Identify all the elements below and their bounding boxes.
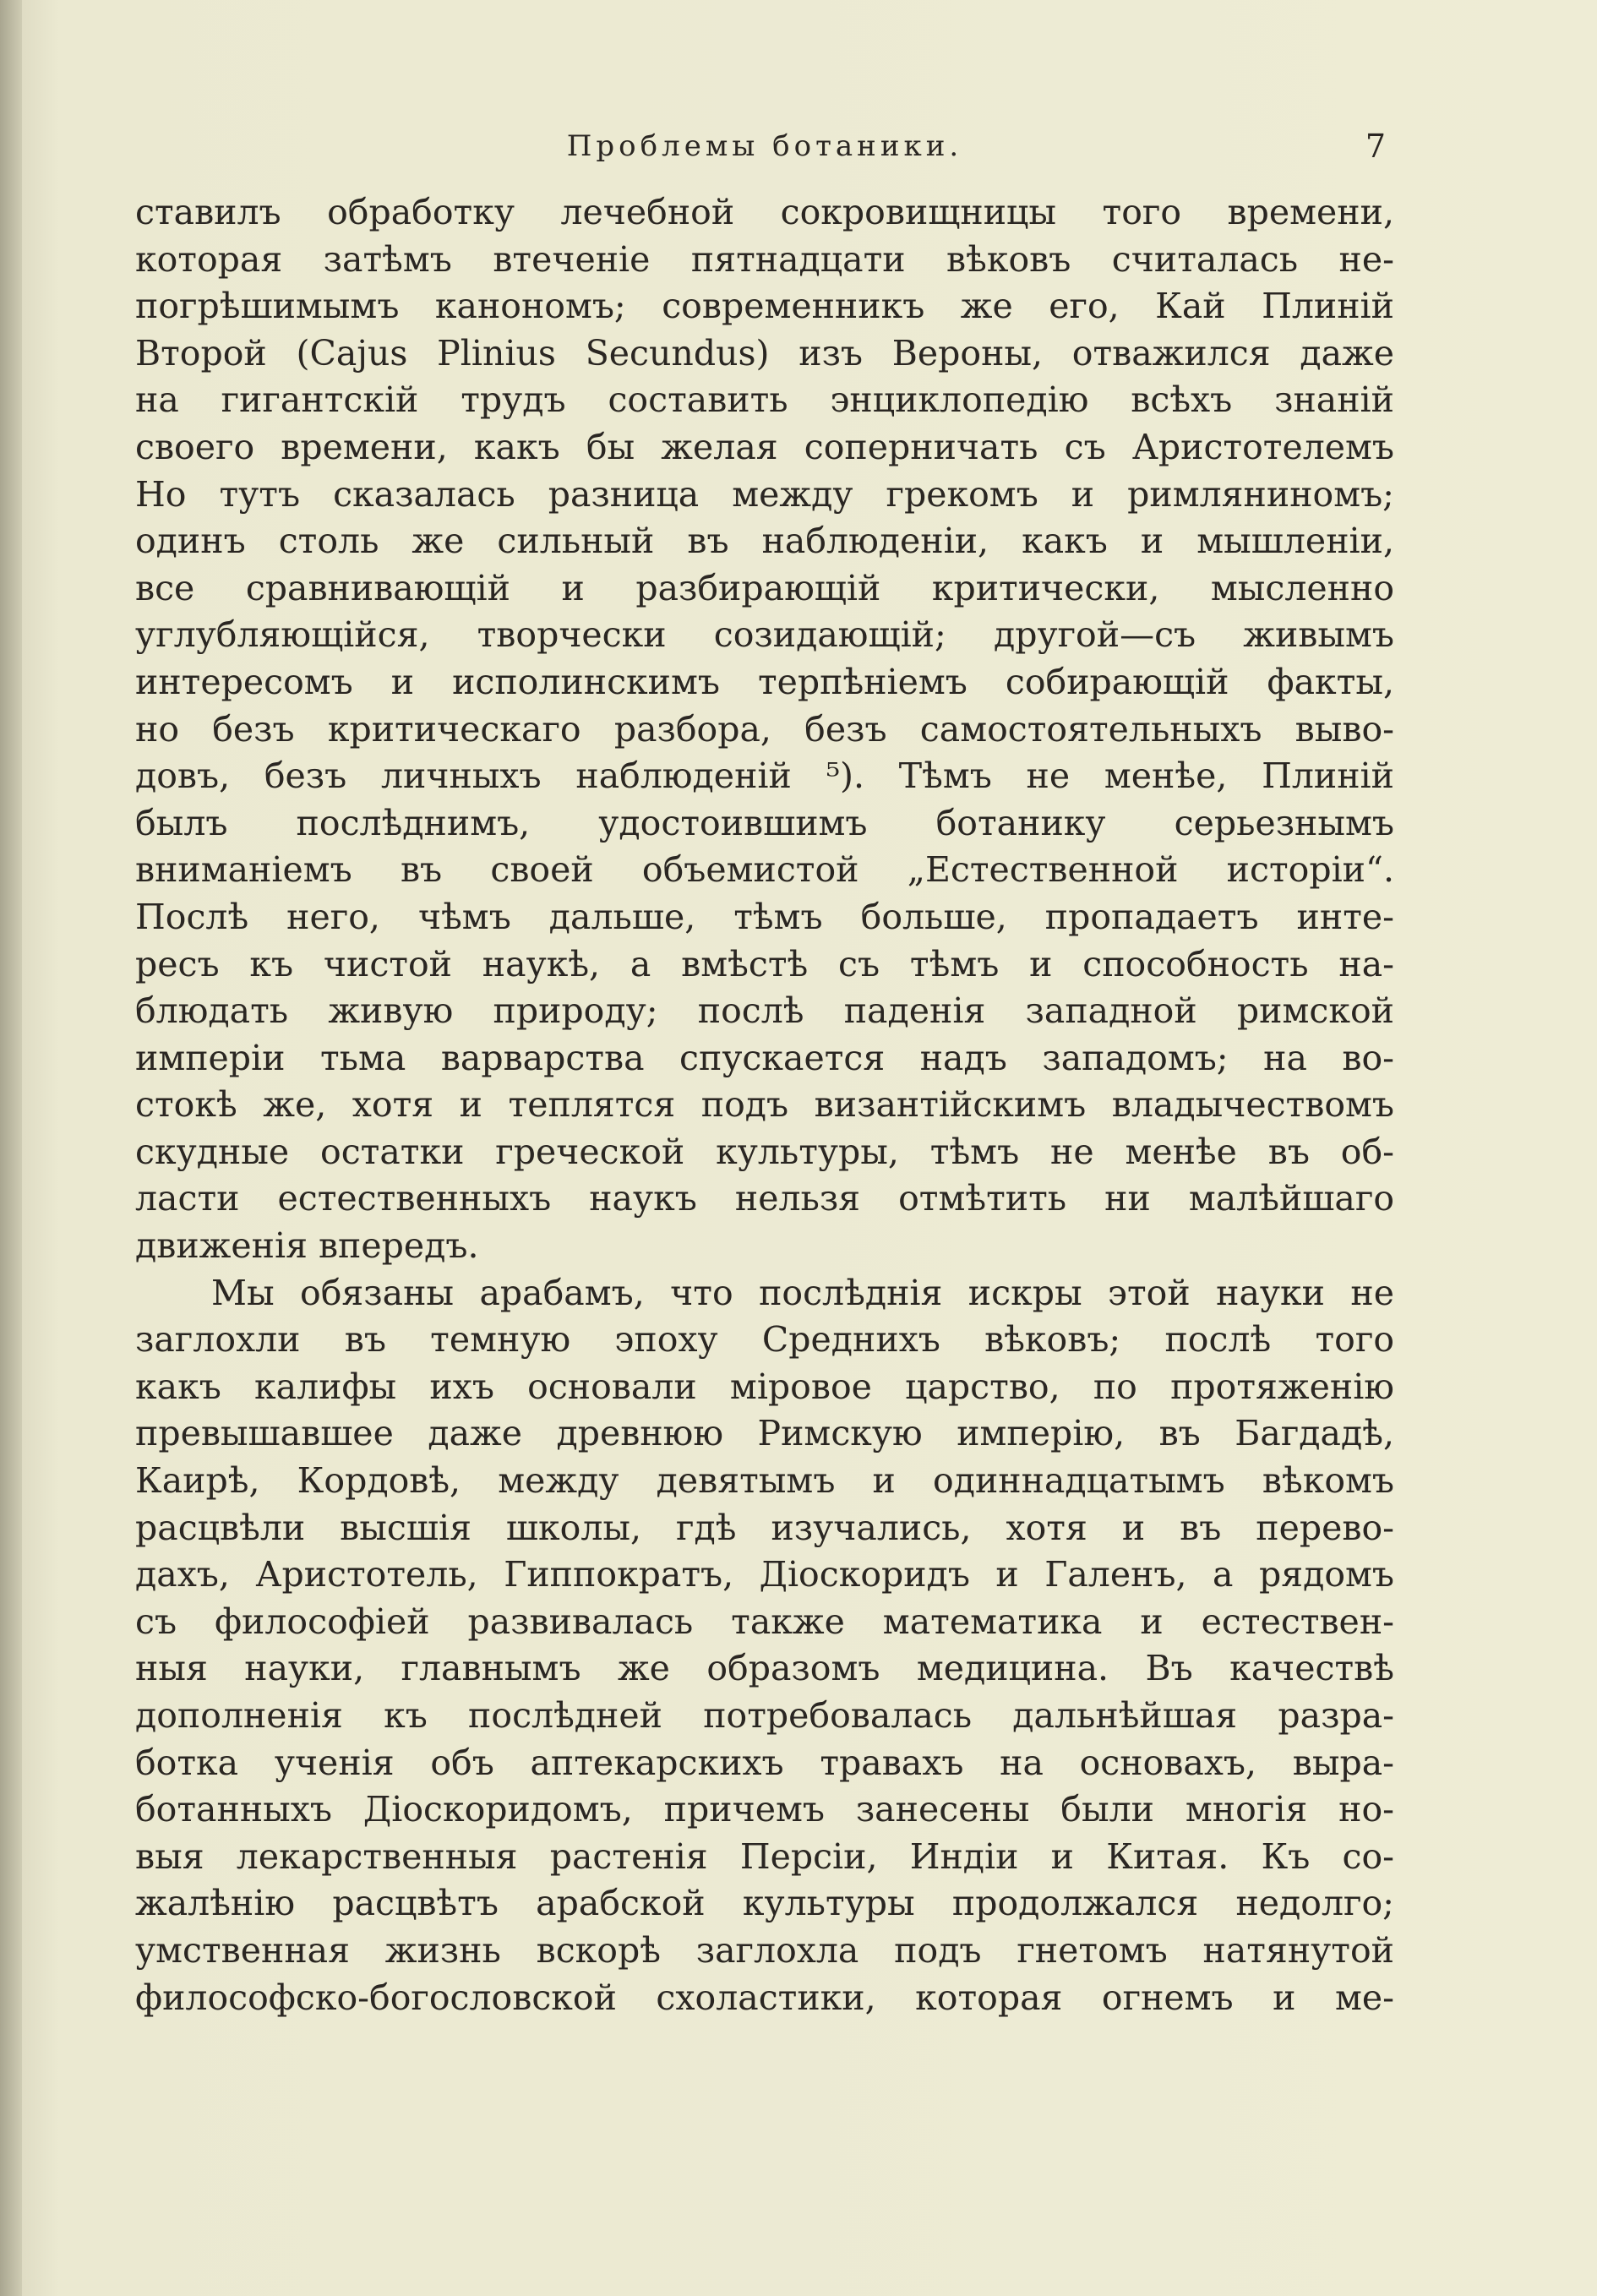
text-line: какъ калифы ихъ основали міровое царство, по протяженію (135, 1366, 1394, 1407)
text-line: дополненія къ послѣдней потребовалась дальнѣйшая разра- (135, 1695, 1394, 1736)
page-number: 7 (1365, 128, 1386, 165)
text-line: интересомъ и исполинскимъ терпѣніемъ собирающій факты, (135, 661, 1394, 702)
text-line: съ философіей развивалась также математика и естествен- (135, 1601, 1394, 1642)
text-line: все сравнивающій и разбирающій критически, мысленно (135, 567, 1394, 608)
text-line: имперіи тьма варварства спускается надъ западомъ; на во- (135, 1037, 1394, 1078)
text-line: довъ, безъ личныхъ наблюденій ⁵). Тѣмъ не менѣе, Плиній (135, 755, 1394, 797)
text-line: углубляющійся, творчески созидающій; другой—съ живымъ (135, 614, 1394, 656)
text-line: дахъ, Аристотель, Гиппократъ, Діоскоридъ и Галенъ, а рядомъ (135, 1554, 1394, 1595)
text-line: выя лекарственныя растенія Персіи, Индіи и Китая. Къ со- (135, 1835, 1394, 1877)
text-line: вниманіемъ въ своей объемистой „Естественной исторіи“. (135, 849, 1394, 891)
text-line: Но тутъ сказалась разница между грекомъ и римляниномъ; (135, 473, 1394, 515)
text-line: Послѣ него, чѣмъ дальше, тѣмъ больше, пропадаетъ инте- (135, 896, 1394, 937)
body-text (135, 189, 1394, 2021)
text-line: превышавшее даже древнюю Римскую имперію, въ Багдадѣ, (135, 1413, 1394, 1454)
text-line: одинъ столь же сильный въ наблюденіи, какъ и мышленіи, (135, 521, 1394, 562)
text-line: ныя науки, главнымъ же образомъ медицина. Въ качествѣ (135, 1648, 1394, 1689)
text-line: философско-богословской схоластики, которая огнемъ и ме- (135, 1977, 1394, 2018)
text-line: ботка ученія объ аптекарскихъ травахъ на основахъ, выра- (135, 1742, 1394, 1783)
text-line: блюдать живую природу; послѣ паденія западной римской (135, 990, 1394, 1032)
text-line: былъ послѣднимъ, удостоившимъ ботанику серьезнымъ (135, 802, 1394, 843)
text-line: Второй (Cajus Plinius Secundus) изъ Вероны, отважился даже (135, 332, 1394, 374)
text-line: Каирѣ, Кордовѣ, между девятымъ и одиннадцатымъ вѣкомъ (135, 1460, 1394, 1502)
text-line: ресъ къ чистой наукѣ, а вмѣстѣ съ тѣмъ и способность на- (135, 943, 1394, 984)
binding-gutter-shadow (0, 0, 22, 2296)
paragraph-1 (135, 189, 1394, 1270)
text-line: своего времени, какъ бы желая соперничать съ Аристотелемъ (135, 426, 1394, 467)
running-title: Проблемы ботаники. (566, 129, 963, 163)
text-line: скудные остатки греческой культуры, тѣмъ не менѣе въ об- (135, 1131, 1394, 1172)
text-line: которая затѣмъ втеченіе пятнадцати вѣковъ считалась не- (135, 238, 1394, 280)
text-line: на гигантскій трудъ составить энциклопедію всѣхъ знаній (135, 379, 1394, 421)
text-line: умственная жизнь вскорѣ заглохла подъ гнетомъ натянутой (135, 1929, 1394, 1971)
text-line: ботанныхъ Діоскоридомъ, причемъ занесены были многія но- (135, 1789, 1394, 1830)
text-line: расцвѣли высшія школы, гдѣ изучались, хотя и въ перево- (135, 1507, 1394, 1548)
text-line: но безъ критическаго разбора, безъ самостоятельныхъ выво- (135, 708, 1394, 750)
text-line: ставилъ обработку лечебной сокровищницы того времени, (135, 192, 1394, 232)
text-line: жалѣнію расцвѣтъ арабской культуры продолжался недолго; (135, 1883, 1394, 1924)
text-line: движенія впередъ. (135, 1225, 479, 1267)
text-line: ласти естественныхъ наукъ нельзя отмѣтить ни малѣйшаго (135, 1178, 1394, 1219)
text-line: погрѣшимымъ канономъ; современникъ же его, Кай Плиній (135, 286, 1394, 327)
text-line: заглохли въ темную эпоху Среднихъ вѣковъ; послѣ того (135, 1319, 1394, 1361)
paragraph-2 (135, 1270, 1394, 2022)
text-line: Мы обязаны арабамъ, что послѣднія искры этой науки не (211, 1272, 1394, 1313)
text-line: стокѣ же, хотя и теплятся подъ византійскимъ владычествомъ (135, 1084, 1394, 1126)
page-header (135, 125, 1394, 167)
